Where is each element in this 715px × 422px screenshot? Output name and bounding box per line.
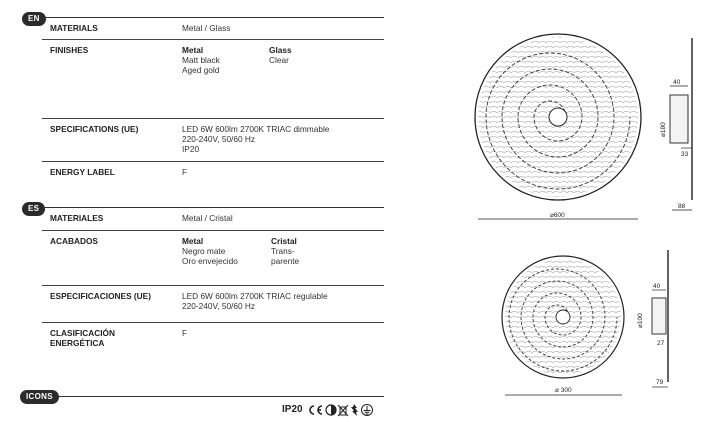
- row-energy-en: [42, 162, 384, 188]
- section-tag-es: ES: [22, 202, 45, 216]
- finishes-label: FINISHES: [50, 45, 89, 55]
- specifications-value: [182, 124, 329, 154]
- finish-metal-option: Oro envejecido: [182, 256, 238, 266]
- weee-bin-icon: [338, 405, 348, 416]
- large-fixture-front-view: [475, 34, 641, 219]
- small-total-depth-dimension: 79: [656, 379, 664, 386]
- finish-glass-column: [271, 236, 299, 266]
- finish-glass-option: Clear: [269, 55, 289, 65]
- spec-line: LED 6W 600lm 2700K TRIAC regulable: [182, 291, 328, 301]
- certification-icons: [307, 403, 385, 417]
- section-tag-icons: ICONS: [20, 390, 59, 404]
- materials-value: Metal / Glass: [182, 23, 231, 33]
- specifications-value: [182, 291, 328, 311]
- energy-label: [50, 328, 115, 348]
- finish-metal-title: Metal: [182, 45, 204, 55]
- finish-glass-option: parente: [271, 256, 300, 266]
- specifications-label: SPECIFICATIONS (UE): [50, 124, 139, 134]
- energy-label: ENERGY LABEL: [50, 167, 115, 177]
- dimmable-icon: [326, 405, 336, 415]
- finish-metal-option: Aged gold: [182, 65, 220, 75]
- ce-mark-icon: [310, 406, 322, 414]
- small-fixture-front-view: [502, 256, 624, 395]
- row-finishes-en: [42, 40, 384, 119]
- materials-label: MATERIALES: [50, 213, 104, 223]
- finish-metal-column: [182, 236, 238, 266]
- energy-label-line: CLASIFICACIÓN: [50, 328, 115, 338]
- class-ii-icon: [351, 404, 358, 416]
- large-diameter-dimension: ⌀600: [550, 212, 565, 219]
- finish-metal-column: [182, 45, 220, 75]
- spec-line: LED 6W 600lm 2700K TRIAC dimmable: [182, 124, 330, 134]
- row-specifications-es: [42, 286, 384, 323]
- large-depth-dimension: 40: [673, 79, 681, 86]
- finish-glass-title: Glass: [269, 45, 292, 55]
- row-specifications-en: [42, 119, 384, 162]
- finish-glass-option: Trans-: [271, 246, 295, 256]
- specifications-label: ESPECIFICACIONES (UE): [50, 291, 151, 301]
- earth-ground-icon: [362, 405, 373, 416]
- ip-rating: IP20: [282, 404, 303, 415]
- small-fixture-side-view: [637, 250, 668, 387]
- finish-metal-option: Matt black: [182, 55, 220, 65]
- spec-line: 220-240V, 50/60 Hz: [182, 134, 256, 144]
- row-energy-es: [42, 323, 384, 359]
- small-plate-diameter: ⌀100: [637, 313, 644, 328]
- finish-glass-title: Cristal: [271, 236, 297, 246]
- section-tag-en: EN: [22, 12, 46, 26]
- small-diameter-dimension: ⌀ 300: [555, 387, 572, 394]
- finish-metal-title: Metal: [182, 236, 204, 246]
- row-materials-es: [42, 208, 384, 231]
- technical-drawings: [400, 0, 715, 422]
- spec-line: IP20: [182, 144, 200, 154]
- large-total-depth-dimension: 88: [678, 203, 686, 210]
- finish-metal-option: Negro mate: [182, 246, 226, 256]
- energy-value: F: [182, 328, 188, 338]
- energy-value: F: [182, 167, 188, 177]
- energy-label-line: ENERGÉTICA: [50, 338, 105, 348]
- materials-label: MATERIALS: [50, 23, 98, 33]
- row-finishes-es: [42, 231, 384, 286]
- row-materials-en: [42, 18, 384, 40]
- finish-glass-column: [269, 45, 292, 65]
- spec-line: 220-240V, 50/60 Hz: [182, 301, 256, 311]
- materials-value: Metal / Cristal: [182, 213, 233, 223]
- small-depth-dimension: 40: [653, 283, 661, 290]
- large-offset-dimension: 33: [681, 151, 689, 158]
- finishes-label: ACABADOS: [50, 236, 98, 246]
- large-plate-diameter: ⌀180: [660, 122, 667, 137]
- section-divider-icons: [58, 396, 384, 397]
- large-fixture-side-view: [660, 38, 692, 210]
- small-offset-dimension: 27: [657, 340, 665, 347]
